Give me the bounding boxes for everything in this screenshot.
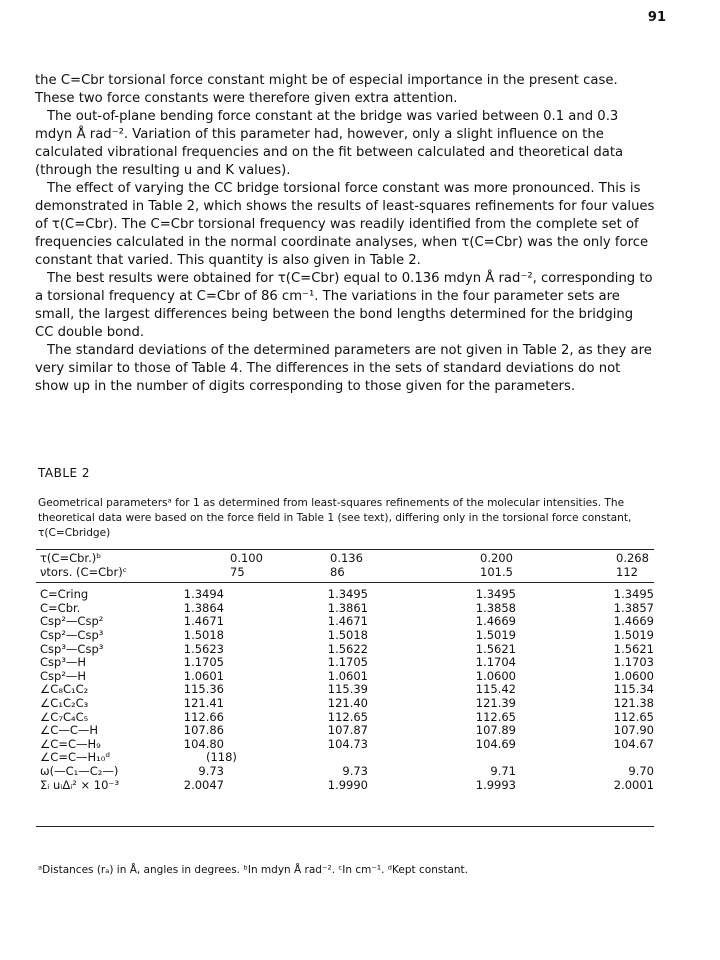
- table-cell: 121.39: [475, 695, 516, 710]
- table-cell: C=Cring: [40, 587, 89, 602]
- table-cell: ω(—C₁—C₂—): [40, 763, 119, 778]
- table-cell: ∠C—C—H: [40, 723, 99, 738]
- table-cell: C=Cbr.: [40, 600, 81, 615]
- table-cell: 1.5621: [475, 641, 516, 656]
- table-row: [36, 738, 654, 752]
- table-cell: 2.0047: [183, 777, 224, 792]
- table-cell: 0.136: [330, 551, 363, 565]
- table-cell: 1.3858: [475, 600, 516, 615]
- table-cell: 1.5621: [613, 641, 654, 656]
- table-cell: Csp²—Csp³: [40, 627, 104, 642]
- table-cell: 1.5018: [327, 627, 368, 642]
- table-row: [36, 588, 654, 602]
- table-cell: 121.38: [613, 695, 654, 710]
- table-cell: 0.268: [616, 551, 649, 565]
- table-row: [36, 615, 654, 629]
- table-cell: 1.3857: [613, 600, 654, 615]
- table-cell: 107.86: [183, 723, 224, 738]
- page-number: 91: [647, 10, 666, 25]
- table-row: [36, 670, 654, 684]
- body-text: [35, 72, 655, 396]
- table-label: TABLE 2: [38, 466, 91, 480]
- table-cell: 121.40: [327, 695, 368, 710]
- table-cell: 112.66: [183, 709, 224, 724]
- table-body: [36, 588, 654, 792]
- table-row: [36, 643, 654, 657]
- table-cell: 107.90: [613, 723, 654, 738]
- paragraph: The out-of-plane bending force constant at the bridge was varied between 0.1 and 0.3 mdyn Å rad⁻². Variation of this parameter had, however, only a slight influence on the calculated vibrational frequencies and on the fit between calculated and theoretical data (through the resulting u and K values).: [35, 109, 624, 178]
- table-cell: ∠C=C—H₉: [40, 736, 101, 751]
- table-header-row: [36, 566, 654, 580]
- table-cell: 0.200: [480, 551, 513, 565]
- table-cell: 1.3495: [613, 587, 654, 602]
- table-cell: 1.0600: [613, 668, 654, 683]
- table-row: [36, 656, 654, 670]
- table-cell: 9.73: [198, 763, 224, 778]
- table-cell: 115.34: [613, 682, 654, 697]
- table-row: [36, 602, 654, 616]
- table-cell: 1.4669: [475, 614, 516, 629]
- table-cell: νtors. (C=Cbr)ᶜ: [40, 564, 127, 579]
- table-cell: 1.3864: [183, 600, 224, 615]
- table-cell: 107.87: [327, 723, 368, 738]
- table-cell: 107.89: [475, 723, 516, 738]
- table-cell: 112.65: [613, 709, 654, 724]
- paragraph: The standard deviations of the determined parameters are not given in Table 2, as they are very similar to those of Table 4. The differences in the sets of standard deviations do not show up in the number of digits corresponding to those given for the parameters.: [35, 343, 652, 394]
- table-cell: 104.73: [327, 736, 368, 751]
- table-cell: 1.4671: [327, 614, 368, 629]
- table-header-row: [36, 552, 654, 566]
- table-cell: 104.67: [613, 736, 654, 751]
- table-cell: 1.0601: [183, 668, 224, 683]
- table-cell: ∠C₈C₁C₂: [40, 682, 89, 697]
- table-bottom-rule: [36, 826, 654, 827]
- table-cell: 104.69: [475, 736, 516, 751]
- table-cell: 2.0001: [613, 777, 654, 792]
- table-cell: Csp³—Csp³: [40, 641, 104, 656]
- table-top-rule: [36, 549, 654, 550]
- table-row: [36, 751, 654, 765]
- table-cell: 112.65: [475, 709, 516, 724]
- paragraph: the C=Cbr torsional force constant might be of especial importance in the present case. These two force constants were therefore given extra attention.: [35, 73, 618, 106]
- table-caption: Geometrical parametersᵃ for 1 as determined from least-squares refinements of the molecular intensities. The theoretical data were based on the force field in Table 1 (see text), differing only in the torsional force constant, τ(C=Cbridge): [38, 497, 632, 539]
- table-cell: 115.36: [183, 682, 224, 697]
- paragraph: The best results were obtained for τ(C=Cbr) equal to 0.136 mdyn Å rad⁻², corresponding to a torsional frequency at C=Cbr of 86 cm⁻¹. The variations in the four parameter sets are small, the largest differences being between the bond lengths determined for the bridging CC double bond.: [35, 271, 653, 340]
- table-cell: 1.4669: [613, 614, 654, 629]
- table-row: [36, 711, 654, 725]
- table-cell: 115.42: [475, 682, 516, 697]
- table-cell: (118): [206, 750, 237, 765]
- table-cell: Csp²—H: [40, 668, 87, 683]
- table-cell: 101.5: [480, 564, 513, 579]
- table-cell: 1.5019: [613, 627, 654, 642]
- table-cell: Σᵢ uᵢΔᵢ² × 10⁻³: [40, 777, 120, 792]
- table-cell: 1.5019: [475, 627, 516, 642]
- table-cell: 1.5018: [183, 627, 224, 642]
- table-cell: 1.3495: [327, 587, 368, 602]
- table-cell: Csp²—Csp²: [40, 614, 104, 629]
- table-cell: 1.3494: [183, 587, 224, 602]
- table-cell: 121.41: [183, 695, 224, 710]
- table-cell: 9.70: [628, 763, 654, 778]
- table-cell: ∠C₁C₂C₃: [40, 695, 89, 710]
- table-cell: 1.9990: [327, 777, 368, 792]
- table-cell: 75: [230, 564, 245, 579]
- table-cell: ∠C=C—H₁₀ᵈ: [40, 750, 111, 765]
- table-row: [36, 629, 654, 643]
- table-cell: 1.3495: [475, 587, 516, 602]
- table-cell: 0.100: [230, 551, 263, 565]
- table-cell: 112: [616, 564, 638, 579]
- table-cell: 1.1704: [475, 655, 516, 670]
- table-cell: 104.80: [183, 736, 224, 751]
- table-cell: 112.65: [327, 709, 368, 724]
- table-cell: 1.1705: [183, 655, 224, 670]
- table-row: [36, 779, 654, 793]
- paragraph: The effect of varying the CC bridge torsional force constant was more pronounced. This is demonstrated in Table 2, which shows the results of least-squares refinements for four values of τ(C=Cbr). The C=Cbr torsional frequency was readily identified from the complete set of frequencies calculated in the normal coordinate analyses, when τ(C=Cbr) was the only force constant that varied. This quantity is also given in Table 2.: [35, 181, 655, 268]
- table-cell: 1.1705: [327, 655, 368, 670]
- table-cell: Csp³—H: [40, 655, 87, 670]
- table-cell: 1.4671: [183, 614, 224, 629]
- table-cell: 1.0601: [327, 668, 368, 683]
- table-header-rule: [36, 582, 654, 583]
- table-cell: 9.71: [490, 763, 516, 778]
- table-row: [36, 724, 654, 738]
- table-cell: τ(C=Cbr.)ᵇ: [40, 551, 102, 565]
- table-row: [36, 765, 654, 779]
- table-cell: 1.3861: [327, 600, 368, 615]
- table-footnote: ᵃDistances (rₐ) in Å, angles in degrees. ᵇIn mdyn Å rad⁻². ᶜIn cm⁻¹. ᵈKept constant.: [38, 864, 468, 876]
- table-cell: 1.1703: [613, 655, 654, 670]
- table-cell: 115.39: [327, 682, 368, 697]
- table-cell: ∠C₇C₄C₅: [40, 709, 89, 724]
- table-cell: 1.0600: [475, 668, 516, 683]
- table-cell: 86: [330, 564, 345, 579]
- table-cell: 1.5623: [183, 641, 224, 656]
- table-cell: 9.73: [342, 763, 368, 778]
- table-row: [36, 697, 654, 711]
- table-cell: 1.9993: [475, 777, 516, 792]
- table-cell: 1.5622: [327, 641, 368, 656]
- table-row: [36, 683, 654, 697]
- data-table: [36, 552, 654, 792]
